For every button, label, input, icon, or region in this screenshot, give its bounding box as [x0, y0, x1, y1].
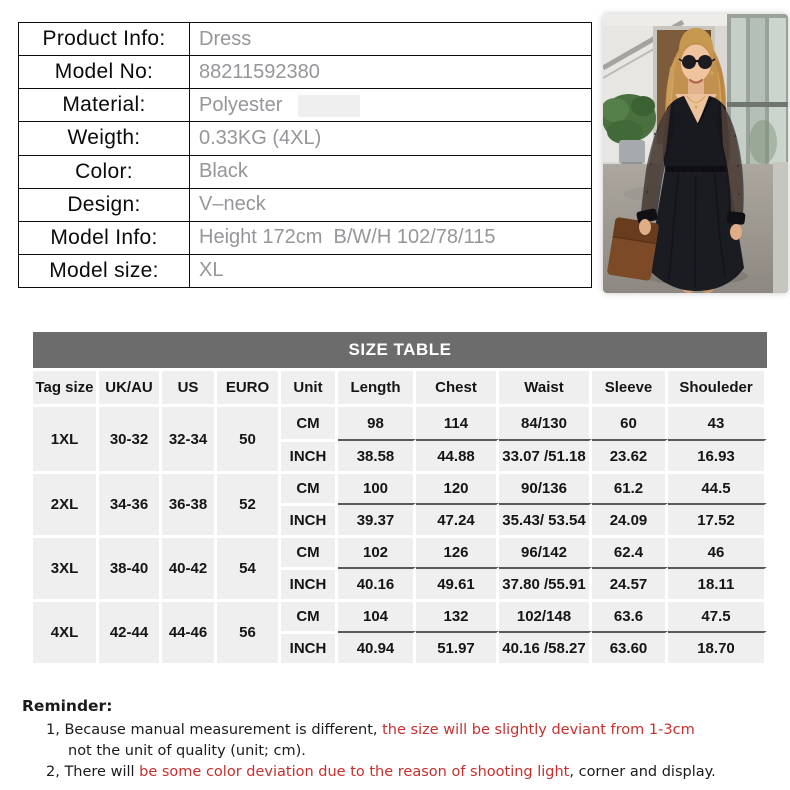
uk-au-cell: 38-40: [99, 535, 162, 599]
info-value: Height 172cm B/W/H 102/78/115: [190, 221, 592, 254]
us-cell: 40-42: [162, 535, 217, 599]
size-row-1xl-cm: [33, 407, 767, 439]
column-header-us: US: [162, 371, 217, 407]
tag-size-cell: 3XL: [33, 535, 99, 599]
shoulder-cm: 47.5: [668, 599, 767, 631]
shoulder-cm: 46: [668, 535, 767, 567]
info-value: V–neck: [190, 188, 592, 221]
column-header-unit: Unit: [281, 371, 338, 407]
sleeve-inch: 23.62: [592, 439, 668, 471]
column-header-tag-size: Tag size: [33, 371, 99, 407]
sleeve-cm: 62.4: [592, 535, 668, 567]
us-cell: 32-34: [162, 407, 217, 471]
product-photo: [603, 14, 788, 293]
info-row-model-size: [19, 254, 592, 287]
waist-cm: 90/136: [499, 471, 592, 503]
info-value: Polyester: [190, 89, 592, 122]
sleeve-cm: 60: [592, 407, 668, 439]
length-cm: 100: [338, 471, 416, 503]
sleeve-inch: 24.57: [592, 567, 668, 599]
info-label: Model Info:: [19, 221, 190, 254]
sleeve-inch: 63.60: [592, 631, 668, 663]
chest-cm: 132: [416, 599, 499, 631]
unit-inch-label: INCH: [281, 567, 338, 599]
waist-inch: 37.80 /55.91: [499, 567, 592, 599]
unit-inch-label: INCH: [281, 503, 338, 535]
info-value: Black: [190, 155, 592, 188]
blurred-area: [298, 95, 360, 117]
info-row-model-info: [19, 221, 592, 254]
info-value: Dress: [190, 23, 592, 56]
tag-size-cell: 2XL: [33, 471, 99, 535]
waist-inch: 33.07 /51.18: [499, 439, 592, 471]
length-inch: 39.37: [338, 503, 416, 535]
reminder-item-1-cont: not the unit of quality (unit; cm).: [68, 743, 306, 759]
euro-cell: 54: [217, 535, 281, 599]
length-inch: 40.16: [338, 567, 416, 599]
info-label: Weigth:: [19, 122, 190, 155]
info-row-product: [19, 23, 592, 56]
us-cell: 36-38: [162, 471, 217, 535]
tag-size-cell: 1XL: [33, 407, 99, 471]
product-info-table: [18, 22, 592, 288]
info-label: Material:: [19, 89, 190, 122]
column-header-length: Length: [338, 371, 416, 407]
reminder-section: [22, 696, 780, 783]
chest-inch: 44.88: [416, 439, 499, 471]
chest-inch: 47.24: [416, 503, 499, 535]
info-row-weight: [19, 122, 592, 155]
uk-au-cell: 34-36: [99, 471, 162, 535]
info-row-color: [19, 155, 592, 188]
shoulder-cm: 43: [668, 407, 767, 439]
waist-inch: 35.43/ 53.54: [499, 503, 592, 535]
euro-cell: 56: [217, 599, 281, 663]
size-table-section: [33, 332, 767, 663]
size-row-3xl-cm: [33, 535, 767, 567]
waist-cm: 96/142: [499, 535, 592, 567]
shoulder-inch: 18.70: [668, 631, 767, 663]
info-label: Design:: [19, 188, 190, 221]
sleeve-inch: 24.09: [592, 503, 668, 535]
waist-cm: 84/130: [499, 407, 592, 439]
chest-cm: 120: [416, 471, 499, 503]
chest-inch: 49.61: [416, 567, 499, 599]
shoulder-inch: 17.52: [668, 503, 767, 535]
column-header-shoulder: Shouleder: [668, 371, 767, 407]
column-header-waist: Waist: [499, 371, 592, 407]
chest-inch: 51.97: [416, 631, 499, 663]
length-inch: 40.94: [338, 631, 416, 663]
size-row-4xl-cm: [33, 599, 767, 631]
info-label: Model size:: [19, 254, 190, 287]
unit-cm-label: CM: [281, 407, 338, 439]
info-value: XL: [190, 254, 592, 287]
length-inch: 38.58: [338, 439, 416, 471]
sleeve-cm: 61.2: [592, 471, 668, 503]
size-table: [33, 371, 767, 663]
unit-inch-label: INCH: [281, 439, 338, 471]
waist-inch: 40.16 /58.27: [499, 631, 592, 663]
reminder-item-2: 2, There will be some color deviation due to the reason of shooting light, corner and display.: [46, 764, 716, 780]
info-value: 88211592380: [190, 56, 592, 89]
us-cell: 44-46: [162, 599, 217, 663]
chest-cm: 126: [416, 535, 499, 567]
uk-au-cell: 42-44: [99, 599, 162, 663]
size-table-title: SIZE TABLE: [33, 332, 767, 368]
unit-cm-label: CM: [281, 471, 338, 503]
length-cm: 102: [338, 535, 416, 567]
uk-au-cell: 30-32: [99, 407, 162, 471]
length-cm: 104: [338, 599, 416, 631]
info-label: Model No:: [19, 56, 190, 89]
euro-cell: 50: [217, 407, 281, 471]
info-value: 0.33KG (4XL): [190, 122, 592, 155]
chest-cm: 114: [416, 407, 499, 439]
column-header-euro: EURO: [217, 371, 281, 407]
info-row-material: [19, 89, 592, 122]
unit-inch-label: INCH: [281, 631, 338, 663]
unit-cm-label: CM: [281, 535, 338, 567]
info-row-model-no: [19, 56, 592, 89]
column-header-sleeve: Sleeve: [592, 371, 668, 407]
tag-size-cell: 4XL: [33, 599, 99, 663]
shoulder-inch: 16.93: [668, 439, 767, 471]
info-row-design: [19, 188, 592, 221]
reminder-heading: Reminder:: [22, 697, 113, 715]
sleeve-cm: 63.6: [592, 599, 668, 631]
euro-cell: 52: [217, 471, 281, 535]
length-cm: 98: [338, 407, 416, 439]
waist-cm: 102/148: [499, 599, 592, 631]
size-table-header-row: [33, 371, 767, 407]
size-row-2xl-cm: [33, 471, 767, 503]
reminder-highlight: the size will be slightly deviant from 1-3cm: [382, 722, 695, 738]
shoulder-cm: 44.5: [668, 471, 767, 503]
column-header-chest: Chest: [416, 371, 499, 407]
reminder-highlight: be some color deviation due to the reason of shooting light: [139, 764, 570, 780]
info-label: Color:: [19, 155, 190, 188]
shoulder-inch: 18.11: [668, 567, 767, 599]
unit-cm-label: CM: [281, 599, 338, 631]
column-header-uk-au: UK/AU: [99, 371, 162, 407]
reminder-item-1: 1, Because manual measurement is different, the size will be slightly deviant from 1-3cm: [46, 722, 695, 738]
info-label: Product Info:: [19, 23, 190, 56]
